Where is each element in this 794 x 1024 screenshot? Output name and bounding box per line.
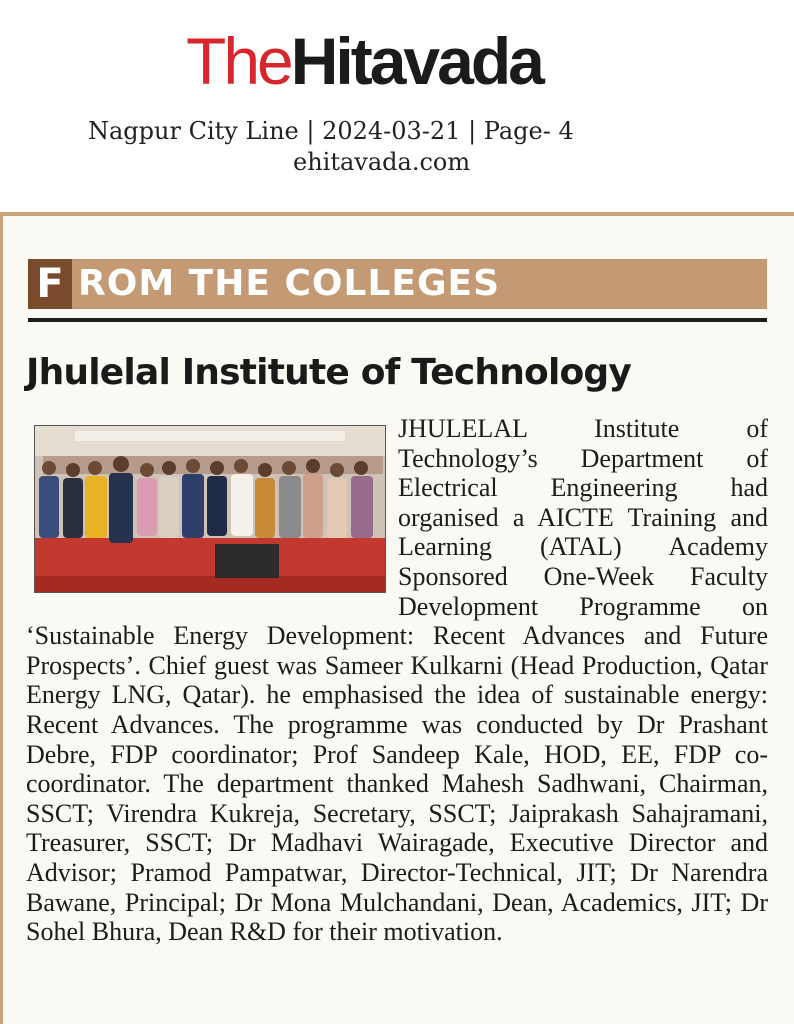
section-initial: F: [28, 259, 72, 309]
photo-space: [26, 414, 398, 604]
newspaper-logo: [186, 24, 542, 98]
website-link[interactable]: ehitavada.com: [293, 148, 471, 176]
article-headline: Jhulelal Institute of Technology: [26, 352, 632, 393]
edition-line: Nagpur City Line | 2024-03-21 | Page- 4: [88, 117, 574, 145]
section-title: ROM THE COLLEGES: [78, 263, 501, 304]
logo-the: The: [186, 24, 291, 98]
article-body-text: JHULELAL Institute of Technology’s Department of Electrical Engineering had organised a AICTE Training and Learning (ATAL) Academy Sponsored One-Week Faculty Development Programme on ‘Sustainable Energy Development: Recent Advances and Future Prospects’. Chief guest was Sameer Kulkarni (Head Production, Qatar Energy LNG, Qatar). he emphasised the idea of sustainable energy: Recent Advances. The programme was conducted by Dr Prashant Debre, FDP coordinator; Prof Sandeep Kale, HOD, EE, FDP co-coordinator. The department thanked Mahesh Sadhwani, Chairman, SSCT; Virendra Kukreja, Secretary, SSCT; Jaiprakash Sahajramani, Treasurer, SSCT; Dr Madhavi Wairagade, Executive Director and Advisor; Pramod Pampatwar, Director-Technical, JIT; Dr Narendra Bawane, Principal; Dr Mona Mulchandani, Dean, Academics, JIT; Dr Sohel Bhura, Dean R&D for their motivation.: [26, 414, 768, 947]
masthead: [0, 0, 794, 212]
logo-hitavada: Hitavada: [290, 24, 542, 98]
section-header: [28, 259, 767, 309]
article-body: [26, 414, 768, 947]
divider: [28, 318, 767, 322]
